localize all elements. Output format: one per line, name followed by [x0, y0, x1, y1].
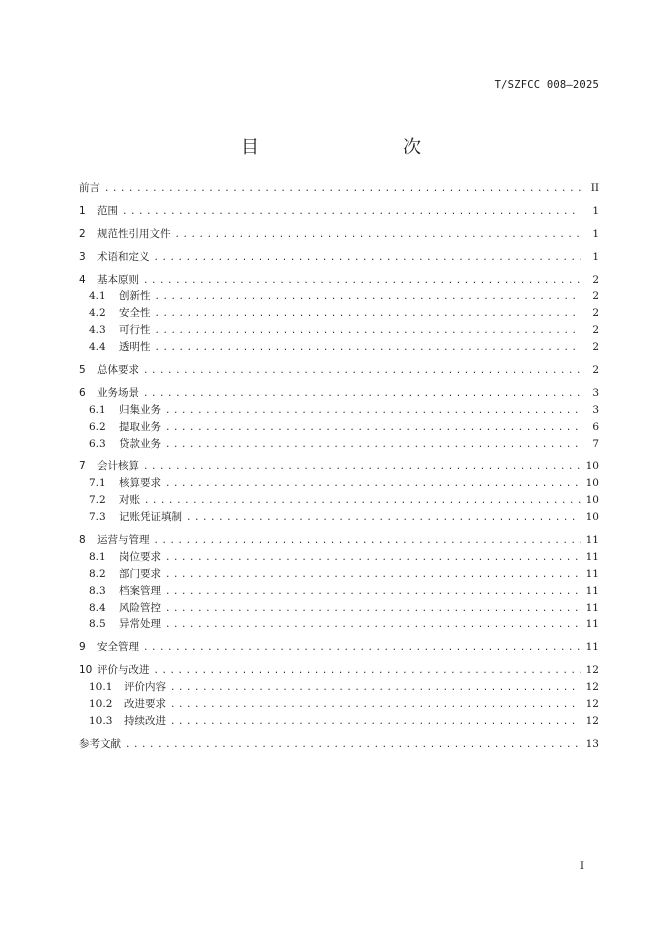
toc-leader-dots [165, 601, 581, 618]
toc-leader-dots [165, 403, 581, 420]
toc-entry[interactable] [79, 696, 599, 713]
toc-entry-page: 10 [585, 477, 599, 490]
toc-entry[interactable] [79, 249, 599, 266]
toc-entry[interactable] [79, 272, 599, 289]
toc-entry[interactable] [79, 509, 599, 526]
toc-entry-number: 10.3 [89, 714, 113, 727]
toc-leader-dots [186, 510, 581, 527]
toc-entry-page: 3 [592, 403, 599, 416]
toc-entry-page: 11 [585, 584, 599, 597]
toc-entry-title: 可行性 [119, 324, 151, 337]
toc-entry-number: 8.2 [89, 567, 106, 580]
toc-entry-number: 7.2 [89, 494, 106, 507]
toc-entry-number: 4.3 [89, 324, 106, 337]
toc-leader-dots [165, 550, 581, 567]
toc-entry[interactable] [79, 322, 599, 339]
toc-entry-number: 1 [79, 204, 86, 217]
toc-leader-dots [143, 459, 581, 476]
toc-entry-number: 3 [79, 250, 86, 263]
toc-entry-page: 1 [592, 204, 599, 217]
toc-leader-dots [143, 363, 581, 380]
toc-entry-page: 2 [592, 364, 599, 377]
toc-entry-title: 归集业务 [119, 403, 161, 416]
toc-entry-number: 8 [79, 534, 86, 547]
toc-entry-number: 8.4 [89, 601, 106, 614]
toc-entry[interactable] [79, 475, 599, 492]
toc-entry[interactable] [79, 458, 599, 475]
toc-entry-title: 术语和定义 [97, 250, 150, 263]
toc-entry-number: 4 [79, 273, 86, 286]
toc-entry[interactable] [79, 288, 599, 305]
toc-entry-number: 2 [79, 227, 86, 240]
toc-leader-dots [143, 386, 581, 403]
toc-leader-dots [165, 476, 581, 493]
toc-entry-title: 规范性引用文件 [97, 227, 171, 240]
toc-entry-page: 13 [585, 737, 599, 750]
toc-leader-dots [155, 289, 582, 306]
toc-entry-page: 11 [585, 550, 599, 563]
toc-entry-page: 3 [592, 386, 599, 399]
toc-leader-dots [155, 340, 582, 357]
toc-entry-page: 11 [585, 534, 599, 547]
toc-entry-page: II [590, 182, 599, 194]
toc-entry-number: 4.2 [89, 307, 106, 320]
toc-entry[interactable] [79, 385, 599, 402]
toc-entry-page: 2 [592, 290, 599, 303]
toc-leader-dots [170, 680, 581, 697]
toc-entry[interactable] [79, 419, 599, 436]
toc-entry-number: 10.2 [89, 698, 113, 711]
toc-leader-dots [104, 181, 581, 198]
toc-entry-title: 运营与管理 [97, 534, 150, 547]
document-code: T/SZFCC 008—2025 [494, 79, 599, 91]
toc-entry-title: 改进要求 [124, 698, 166, 711]
toc-entry-page: 11 [585, 618, 599, 631]
toc-entry-title: 风险管控 [119, 601, 161, 614]
toc-leader-dots [154, 533, 582, 550]
toc-leader-dots [170, 714, 581, 731]
toc-entry[interactable] [79, 402, 599, 419]
toc-entry-title: 业务场景 [97, 386, 139, 399]
toc-entry-number: 4.1 [89, 290, 106, 303]
toc-entry[interactable] [79, 362, 599, 379]
toc-entry-number: 8.3 [89, 584, 106, 597]
toc-leader-dots [154, 250, 582, 267]
toc-entry-page: 7 [592, 437, 599, 450]
toc-entry[interactable] [79, 679, 599, 696]
toc-entry-title: 核算要求 [119, 477, 161, 490]
toc-entry-title: 岗位要求 [119, 550, 161, 563]
toc-entry-title: 参考文献 [79, 737, 121, 750]
toc-entry-title: 安全管理 [97, 641, 139, 654]
toc-entry-title: 记账凭证填制 [119, 511, 182, 524]
toc-leader-dots [165, 437, 581, 454]
toc-entry-number: 6 [79, 386, 86, 399]
toc-leader-dots [155, 323, 582, 340]
toc-leader-dots [122, 204, 581, 221]
toc-entry-title: 会计核算 [97, 460, 139, 473]
toc-entry[interactable] [79, 492, 599, 509]
toc-title: 目 次 [241, 137, 457, 158]
toc-entry-page: 2 [592, 324, 599, 337]
toc-entry-title: 异常处理 [119, 618, 161, 631]
toc-entry-title: 持续改进 [124, 714, 166, 727]
toc-entry-number: 8.1 [89, 550, 106, 563]
footer-page-number: I [580, 861, 584, 872]
toc-entry-page: 11 [585, 601, 599, 614]
toc-entry-title: 评价内容 [124, 681, 166, 694]
toc-entry[interactable] [79, 583, 599, 600]
toc-entry-title: 对账 [119, 494, 140, 507]
toc-entry-number: 5 [79, 364, 86, 377]
toc-entry-title: 基本原则 [97, 273, 139, 286]
toc-entry-page: 12 [585, 664, 599, 677]
toc-entry-number: 6.1 [89, 403, 106, 416]
toc-entry-number: 6.2 [89, 420, 106, 433]
toc-entry[interactable] [79, 339, 599, 356]
toc-leader-dots [165, 584, 581, 601]
toc-entry[interactable] [79, 736, 599, 753]
toc-leader-dots [144, 493, 581, 510]
toc-entry[interactable] [79, 662, 599, 679]
toc-entry-number: 4.4 [89, 341, 106, 354]
toc-entry-number: 8.5 [89, 618, 106, 631]
toc-entry[interactable] [79, 226, 599, 243]
toc-entry-page: 11 [585, 567, 599, 580]
toc-entry-title: 总体要求 [97, 364, 139, 377]
toc-entry-title: 透明性 [119, 341, 151, 354]
toc-entry[interactable] [79, 600, 599, 617]
toc-entry-page: 2 [592, 307, 599, 320]
toc-leader-dots [165, 567, 581, 584]
toc-entry-page: 1 [592, 227, 599, 240]
toc-entry[interactable] [79, 639, 599, 656]
toc-entry-title: 安全性 [119, 307, 151, 320]
toc-leader-dots [170, 697, 581, 714]
toc-entry-page: 10 [585, 494, 599, 507]
toc-entry-number: 10 [79, 664, 93, 677]
toc-entry-number: 7.1 [89, 477, 106, 490]
toc-entry[interactable] [79, 713, 599, 730]
toc-entry-number: 6.3 [89, 437, 106, 450]
toc-entry-title: 提取业务 [119, 420, 161, 433]
toc-entry-page: 12 [585, 698, 599, 711]
toc-entry-number: 10.1 [89, 681, 113, 694]
toc-entry-page: 6 [592, 420, 599, 433]
toc-leader-dots [143, 640, 581, 657]
toc-entry-title: 范围 [97, 204, 118, 217]
toc-entry-page: 11 [585, 641, 599, 654]
toc-entry-number: 9 [79, 641, 86, 654]
toc-entry[interactable] [79, 549, 599, 566]
toc-leader-dots [165, 617, 581, 634]
toc-entry-page: 12 [585, 714, 599, 727]
toc-leader-dots [155, 306, 582, 323]
toc-entry-page: 12 [585, 681, 599, 694]
toc-entry-page: 2 [592, 341, 599, 354]
toc-leader-dots [154, 663, 582, 680]
toc-entry[interactable] [79, 180, 599, 197]
toc-entry[interactable] [79, 532, 599, 549]
toc-entry-number: 7 [79, 460, 86, 473]
toc-entry-title: 创新性 [119, 290, 151, 303]
toc-entry-title: 部门要求 [119, 567, 161, 580]
toc-entry-number: 7.3 [89, 511, 106, 524]
toc-entry-page: 10 [585, 511, 599, 524]
toc-leader-dots [175, 227, 582, 244]
toc-entry-title: 贷款业务 [119, 437, 161, 450]
toc-entry[interactable] [79, 436, 599, 453]
toc-entry[interactable] [79, 305, 599, 322]
toc-entry-page: 2 [592, 273, 599, 286]
toc-leader-dots [143, 273, 581, 290]
table-of-contents [79, 180, 599, 753]
toc-entry-title: 前言 [79, 182, 100, 194]
toc-leader-dots [165, 420, 581, 437]
toc-entry-page: 1 [592, 250, 599, 263]
toc-entry[interactable] [79, 616, 599, 633]
toc-entry-title: 档案管理 [119, 584, 161, 597]
toc-entry-title: 评价与改进 [97, 664, 150, 677]
toc-entry[interactable] [79, 566, 599, 583]
toc-entry[interactable] [79, 203, 599, 220]
toc-entry-page: 10 [585, 460, 599, 473]
toc-leader-dots [125, 737, 581, 754]
